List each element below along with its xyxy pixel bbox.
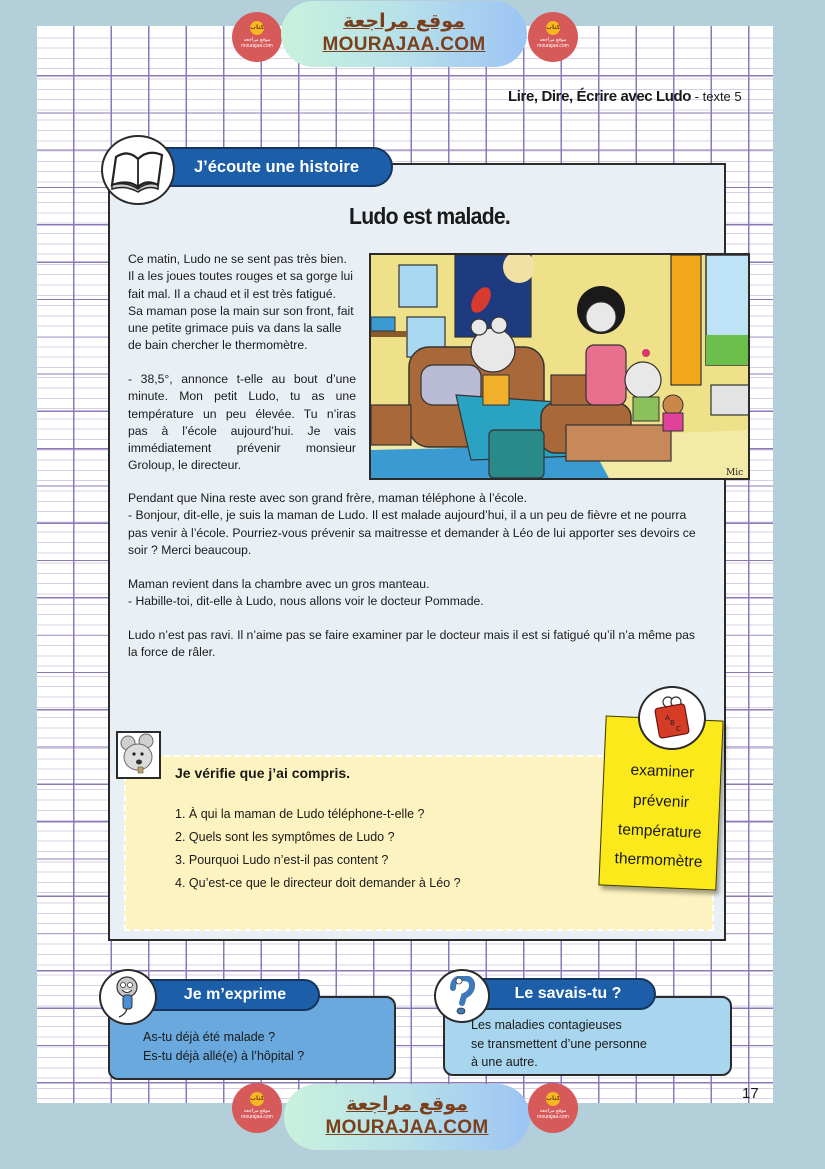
- text-line: Es-tu déjà allé(e) à l’hôpital ?: [143, 1048, 305, 1063]
- watermark-badge-text-en: mourajaa.com: [537, 43, 569, 49]
- quiz-question-2: 2. Quels sont les symptômes de Ludo ?: [175, 830, 395, 844]
- text-line: se transmettent d’une personne: [471, 1036, 647, 1051]
- story-paragraph-4: [128, 576, 728, 611]
- text-line: - 38,5°, annonce t-elle au bout d’une: [128, 372, 356, 386]
- text-line: soir ? Merci beaucoup.: [128, 542, 252, 557]
- tab-did-you-know: [480, 978, 656, 1010]
- watermark-arabic: موقع مراجعة: [343, 10, 465, 32]
- text-line: pas venir à l’école. Pourriez-vous prévenir sa maitresse et demander à Léo de lui apporter ses devoirs ce: [128, 525, 696, 540]
- svg-text:A: A: [665, 714, 670, 722]
- vocab-word-3: température: [617, 821, 702, 842]
- watermark-logo-icon: كتاب: [250, 1092, 264, 1106]
- quiz-question-3: 3. Pourquoi Ludo n’est-il pas content ?: [175, 853, 389, 867]
- watermark-badge-text-ar: موقع مراجعة: [243, 1108, 271, 1114]
- series-title-sub: - texte 5: [691, 89, 742, 104]
- text-line: Sa maman pose la main sur son front, fait: [128, 303, 354, 318]
- story-title: Ludo est malade.: [349, 203, 511, 229]
- watermark-banner-top[interactable]: [281, 1, 527, 67]
- watermark-arabic: موقع مراجعة: [346, 1093, 468, 1115]
- story-paragraph-2: [128, 371, 356, 475]
- text-line: pas à l’école aujourd’hui. Je vais: [128, 423, 356, 438]
- text-line: Pendant que Nina reste avec son grand frère, maman téléphone à l’école.: [128, 491, 528, 505]
- text-line: de bain chercher le thermomètre.: [128, 338, 308, 353]
- text-line: la force de râler.: [128, 645, 216, 660]
- text-line: - Bonjour, dit-elle, je suis la maman de Ludo. Il est malade aujourd’hui, il a un peu de fièvre et ne pourra: [128, 508, 687, 523]
- watermark-badge-text-en: mourajaa.com: [537, 1114, 569, 1120]
- tab-express: [150, 979, 320, 1011]
- text-line: Ludo n’est pas ravi. Il n’aime pas se faire examiner par le docteur mais il est si fatigué qu’il n’a même pas: [128, 628, 695, 642]
- tab-express-label: Je m’exprime: [183, 986, 287, 1003]
- watermark-badge-text-en: mourajaa.com: [241, 43, 273, 49]
- vocab-word-4: thermomètre: [614, 850, 703, 871]
- watermark-badge-text-ar: موقع مراجعة: [539, 1108, 567, 1114]
- did-you-know-text: [471, 1016, 647, 1072]
- watermark-logo-icon: كتاب: [546, 1092, 560, 1106]
- watermark-latin: MOURAJAA.COM: [325, 1117, 489, 1138]
- text-line: à une autre.: [471, 1055, 538, 1069]
- watermark-banner-bottom[interactable]: [284, 1084, 530, 1150]
- watermark-badge-text-en: mourajaa.com: [241, 1114, 273, 1120]
- text-line: température un peu élevée. Tu n’iras: [128, 406, 356, 421]
- vocab-word-1: examiner: [630, 761, 695, 782]
- series-title: [508, 88, 742, 105]
- story-paragraph-1: [128, 251, 356, 355]
- open-book-icon: [101, 135, 175, 205]
- quiz-title: Je vérifie que j’ai compris.: [175, 765, 351, 781]
- abc-book-icon: [638, 686, 706, 750]
- watermark-badge-left-bottom[interactable]: [232, 1083, 282, 1133]
- tab-story-section: [160, 147, 393, 187]
- series-title-main: Lire, Dire, Écrire avec Ludo: [508, 88, 692, 105]
- text-line: immédiatement prévenir monsieur: [128, 441, 356, 456]
- text-line: Il a les joues toutes rouges et sa gorge lui: [128, 269, 353, 284]
- question-mark-icon: [434, 969, 490, 1023]
- watermark-badge-right[interactable]: [528, 12, 578, 62]
- express-text: [143, 1028, 304, 1065]
- watermark-logo-icon: كتاب: [546, 21, 560, 35]
- watermark-logo-icon: كتاب: [250, 21, 264, 35]
- mouse-face-icon: [116, 731, 161, 779]
- watermark-badge-right-bottom[interactable]: [528, 1083, 578, 1133]
- text-line: fait mal. Il a chaud et il est très fatigué.: [128, 286, 336, 301]
- watermark-latin: MOURAJAA.COM: [322, 34, 486, 55]
- page-number: 17: [742, 1085, 759, 1102]
- text-line: Ce matin, Ludo ne se sent pas très bien.: [128, 252, 347, 266]
- text-line: Groloup, le directeur.: [128, 458, 242, 473]
- story-paragraph-5: [128, 627, 728, 662]
- svg-text:Mic: Mic: [726, 468, 744, 478]
- watermark-badge-left[interactable]: [232, 12, 282, 62]
- watermark-badge-text-ar: موقع مراجعة: [243, 37, 271, 43]
- svg-text:C: C: [676, 725, 681, 733]
- quiz-question-1: 1. À qui la maman de Ludo téléphone-t-elle ?: [175, 807, 425, 821]
- story-illustration: [369, 253, 750, 480]
- tab-story-label: J’écoute une histoire: [193, 157, 360, 176]
- text-line: une petite grimace puis va dans la salle: [128, 321, 342, 336]
- text-line: - Habille-toi, dit-elle à Ludo, nous allons voir le docteur Pommade.: [128, 594, 484, 609]
- tab-did-you-know-label: Le savais-tu ?: [514, 985, 622, 1002]
- text-line: Maman revient dans la chambre avec un gros manteau.: [128, 577, 430, 591]
- watermark-badge-text-ar: موقع مراجعة: [539, 37, 567, 43]
- text-line: As-tu déjà été malade ?: [143, 1030, 276, 1044]
- microphone-icon: [99, 969, 157, 1025]
- svg-text:B: B: [670, 719, 675, 727]
- text-line: minute. Mon petit Ludo, tu as une: [128, 389, 356, 404]
- vocab-word-2: prévenir: [632, 791, 690, 812]
- story-paragraph-3: [128, 490, 728, 559]
- text-line: Les maladies contagieuses: [471, 1018, 622, 1032]
- quiz-question-4: 4. Qu’est-ce que le directeur doit demander à Léo ?: [175, 876, 461, 890]
